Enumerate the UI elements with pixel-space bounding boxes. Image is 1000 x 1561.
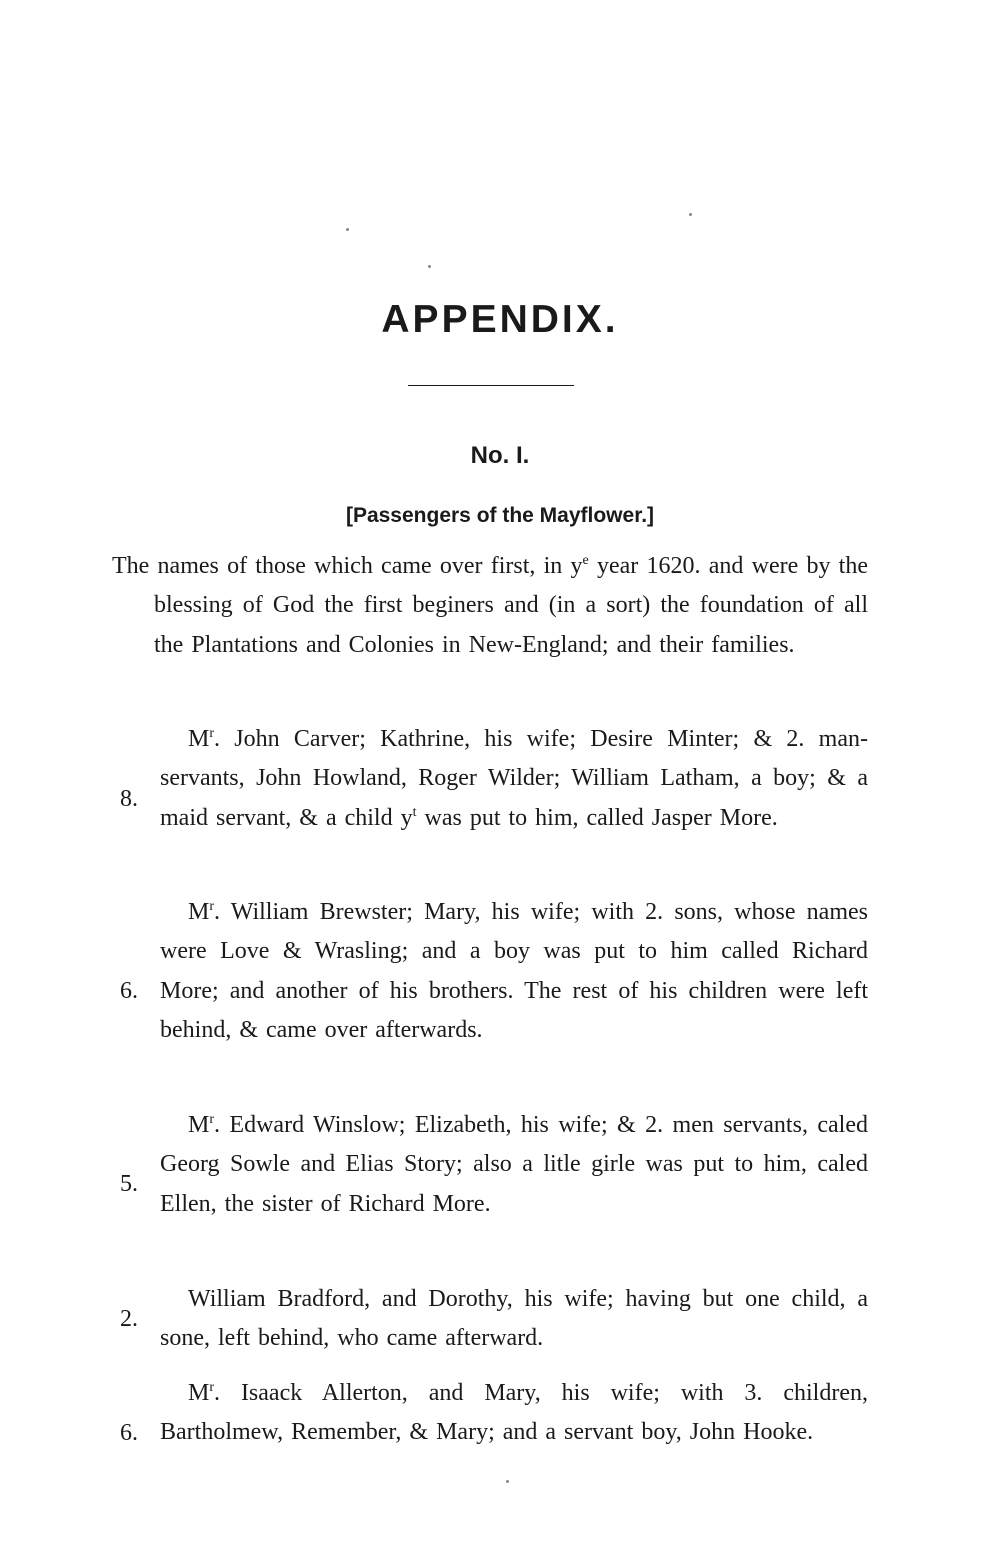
- entry-count: 8.: [120, 786, 138, 812]
- scan-speck: [689, 213, 692, 216]
- entry-text: William Bradford, and Dorothy, his wife; having but one child, a sone, left behind, who came afterward.: [160, 1286, 868, 1352]
- entry-count: 6.: [120, 1420, 138, 1446]
- passenger-entry: [160, 893, 868, 1051]
- passenger-entry: [160, 1374, 868, 1453]
- entry-text: . John Carver; Kathrine, his wife; Desire Minter; & 2. man-servants, John Howland, Roger Wilder; William Latham, a boy; & a maid servant, & a child y: [160, 726, 868, 831]
- section-number: No. I.: [470, 442, 530, 469]
- entry-honorific-sup: r: [209, 1112, 215, 1127]
- entry-text-sup: t: [412, 804, 417, 820]
- entry-honorific-sup: r: [209, 899, 215, 914]
- scan-speck: [506, 1480, 509, 1483]
- intro-paragraph: [112, 547, 868, 665]
- passenger-entry: [160, 720, 868, 838]
- intro-text-start: The names of those which came over first, in y: [112, 553, 583, 579]
- section-subtitle: [Passengers of the Mayflower.]: [345, 504, 655, 527]
- entry-text-end: was put to him, called Jasper More.: [416, 804, 778, 831]
- entry-text: . Edward Winslow; Elizabeth, his wife; & 2. men servants, caled Georg Sowle and Elias Story; also a litle girle was put to him, caled Ellen, the sister of Richard More.: [160, 1112, 868, 1217]
- entry-text: . Isaack Allerton, and Mary, his wife; with 3. children, Bartholmew, Remember, & Mary; and a servant boy, John Hooke.: [160, 1380, 868, 1446]
- intro-superscript: e: [582, 553, 589, 568]
- entry-count: 5.: [120, 1171, 138, 1197]
- entry-count: 6.: [120, 978, 138, 1004]
- scan-speck: [346, 228, 349, 231]
- passenger-entry: [160, 1280, 868, 1359]
- intro-text-end: year 1620. and were by the blessing of God the first beginers and (in a sort) the foundation of all the Plantations and Colonies in New-England; and their families.: [154, 553, 869, 658]
- entry-text: . William Brewster; Mary, his wife; with 2. sons, whose names were Love & Wrasling; and a boy was put to him called Richard More; and another of his brothers. The rest of his children were left behind, & came over afterwards.: [160, 899, 868, 1044]
- entry-honorific-sup: r: [209, 726, 215, 741]
- entry-honorific: M: [188, 726, 210, 752]
- passenger-entry: [160, 1106, 868, 1224]
- entry-honorific: M: [188, 1112, 210, 1138]
- scan-speck: [428, 265, 431, 268]
- appendix-title: APPENDIX.: [381, 298, 619, 341]
- title-rule: [408, 385, 574, 386]
- entry-honorific: M: [188, 899, 210, 925]
- entry-honorific-sup: r: [209, 1380, 215, 1395]
- entry-count: 2.: [120, 1306, 138, 1332]
- entry-honorific: M: [188, 1380, 210, 1406]
